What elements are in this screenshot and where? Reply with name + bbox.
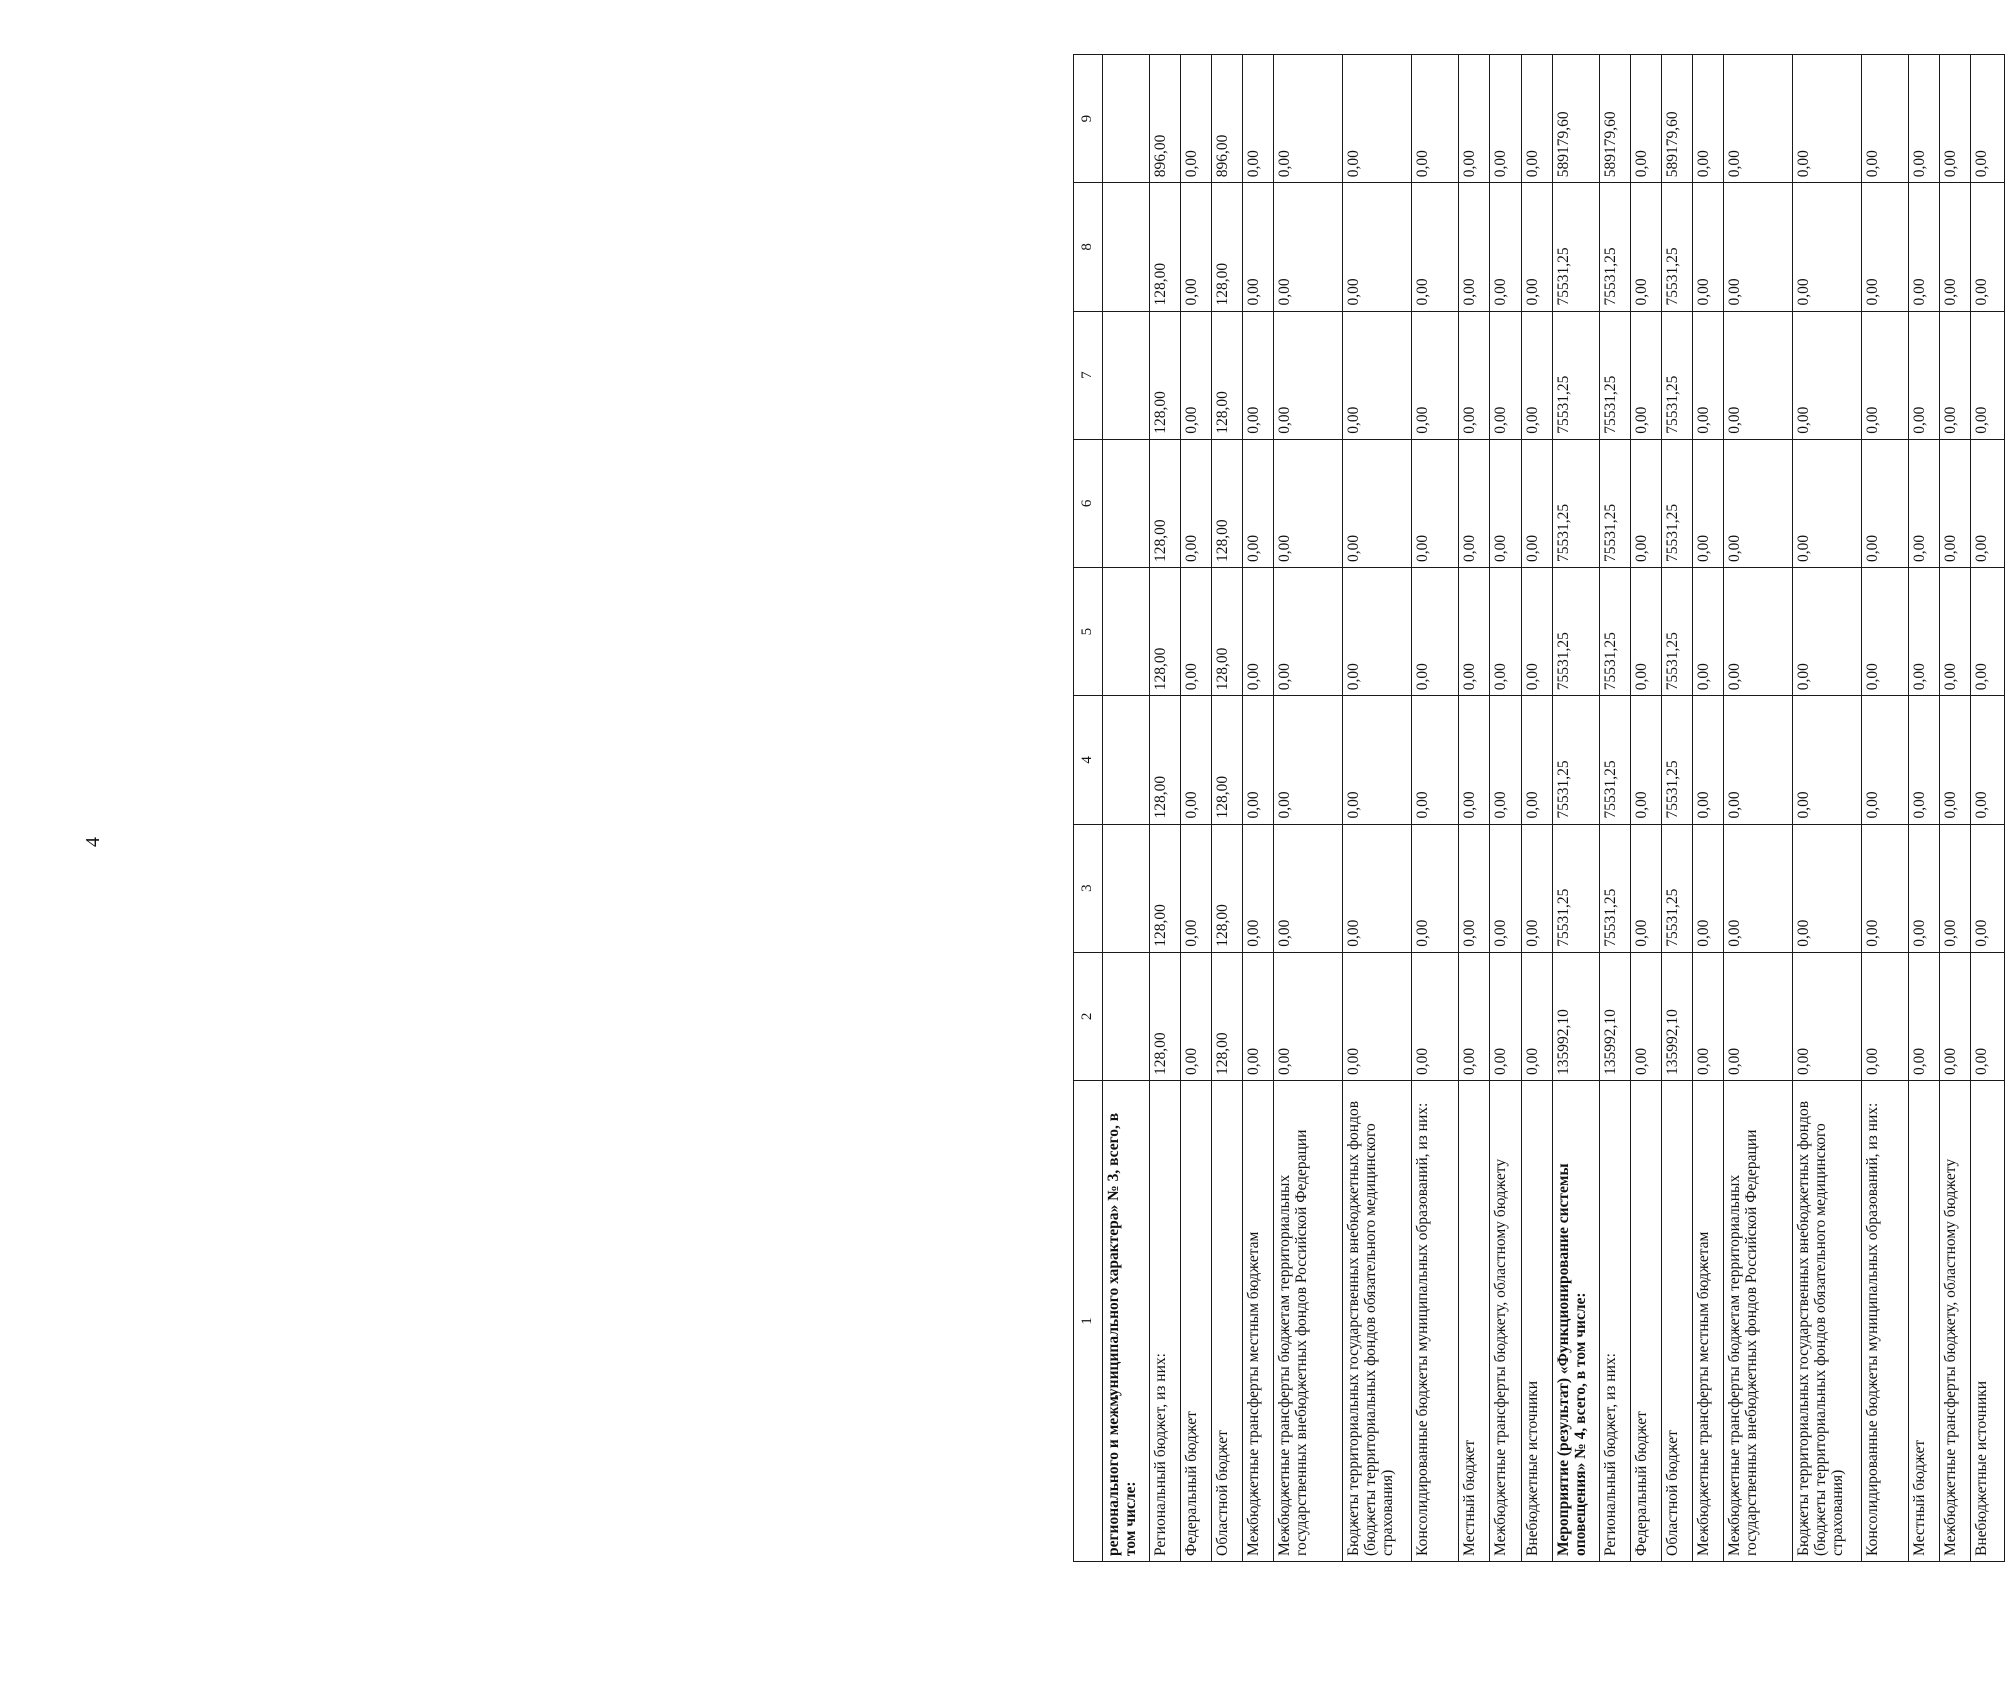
table-row [1630,55,1661,1562]
column-header-3: 3 [1074,824,1103,952]
cell-col-4: 0,00 [1724,696,1793,824]
cell-col-4: 0,00 [1243,696,1274,824]
cell-col-5 [1102,568,1149,696]
cell-col-7: 75531,25 [1661,311,1692,439]
row-label: Внебюджетные источники [1521,1081,1552,1562]
row-label: Бюджеты территориальных государственных внебюджетных фондов (бюджеты территориальных фондов обязательного медицинского страхования) [1793,1081,1862,1562]
cell-col-7: 0,00 [1793,311,1862,439]
cell-col-8: 0,00 [1793,183,1862,311]
cell-col-4: 0,00 [1940,696,1971,824]
cell-col-4: 0,00 [1521,696,1552,824]
row-label: Региональный бюджет, из них: [1599,1081,1630,1562]
cell-col-2: 0,00 [1274,952,1343,1080]
cell-col-5: 0,00 [1909,568,1940,696]
row-label: Федеральный бюджет [1630,1081,1661,1562]
cell-col-6: 0,00 [1343,439,1412,567]
cell-col-3: 128,00 [1212,824,1243,952]
cell-col-4: 75531,25 [1661,696,1692,824]
cell-col-2: 0,00 [1412,952,1459,1080]
cell-col-6: 75531,25 [1552,439,1599,567]
table-row [1940,55,1971,1562]
row-label: Областной бюджет [1661,1081,1692,1562]
cell-col-4: 128,00 [1149,696,1180,824]
cell-col-3: 0,00 [1630,824,1661,952]
column-header-7: 7 [1074,311,1103,439]
table-row [1149,55,1180,1562]
cell-col-7: 0,00 [1459,311,1490,439]
cell-col-9: 896,00 [1149,55,1180,183]
cell-col-2: 0,00 [1343,952,1412,1080]
cell-col-9: 0,00 [1243,55,1274,183]
table-row [1971,55,2005,1562]
cell-col-2: 0,00 [1630,952,1661,1080]
budget-table-body [1074,55,2005,1562]
cell-col-7: 0,00 [1724,311,1793,439]
cell-col-9: 0,00 [1412,55,1459,183]
cell-col-7: 0,00 [1274,311,1343,439]
cell-col-9: 0,00 [1490,55,1521,183]
cell-col-7: 0,00 [1630,311,1661,439]
cell-col-8: 0,00 [1243,183,1274,311]
cell-col-3: 75531,25 [1599,824,1630,952]
table-row [1180,55,1211,1562]
cell-col-9: 0,00 [1180,55,1211,183]
cell-col-4: 0,00 [1490,696,1521,824]
cell-col-8: 128,00 [1212,183,1243,311]
cell-col-5: 0,00 [1971,568,2005,696]
row-label: Консолидированные бюджеты муниципальных образований, из них: [1412,1081,1459,1562]
cell-col-3: 0,00 [1971,824,2005,952]
cell-col-2: 135992,10 [1661,952,1692,1080]
cell-col-9: 0,00 [1459,55,1490,183]
cell-col-3: 75531,25 [1552,824,1599,952]
table-row [1212,55,1243,1562]
cell-col-2: 0,00 [1909,952,1940,1080]
cell-col-8: 0,00 [1180,183,1211,311]
cell-col-3: 0,00 [1724,824,1793,952]
table-row [1243,55,1274,1562]
cell-col-3: 0,00 [1793,824,1862,952]
cell-col-7: 0,00 [1940,311,1971,439]
cell-col-7: 75531,25 [1552,311,1599,439]
cell-col-9: 0,00 [1343,55,1412,183]
page-number: 4 [82,837,104,847]
row-label: Региональный бюджет, из них: [1149,1081,1180,1562]
cell-col-6: 0,00 [1243,439,1274,567]
cell-col-8: 0,00 [1693,183,1724,311]
cell-col-4: 75531,25 [1599,696,1630,824]
cell-col-6: 0,00 [1724,439,1793,567]
cell-col-5: 0,00 [1343,568,1412,696]
cell-col-8: 0,00 [1412,183,1459,311]
cell-col-3 [1102,824,1149,952]
column-header-1: 1 [1074,1081,1103,1562]
cell-col-5: 0,00 [1630,568,1661,696]
cell-col-6: 0,00 [1180,439,1211,567]
cell-col-3: 0,00 [1243,824,1274,952]
table-row [1793,55,1862,1562]
cell-col-5: 75531,25 [1661,568,1692,696]
cell-col-2: 0,00 [1459,952,1490,1080]
cell-col-6: 0,00 [1940,439,1971,567]
column-header-6: 6 [1074,439,1103,567]
cell-col-7: 0,00 [1693,311,1724,439]
cell-col-5: 0,00 [1793,568,1862,696]
cell-col-9 [1102,55,1149,183]
table-row [1552,55,1599,1562]
cell-col-8: 0,00 [1521,183,1552,311]
table-row [1661,55,1692,1562]
cell-col-5: 0,00 [1274,568,1343,696]
cell-col-4: 128,00 [1212,696,1243,824]
table-row [1490,55,1521,1562]
table-row [1599,55,1630,1562]
cell-col-9: 589179,60 [1552,55,1599,183]
cell-col-9: 0,00 [1909,55,1940,183]
cell-col-9: 0,00 [1724,55,1793,183]
table-row [1412,55,1459,1562]
cell-col-6: 0,00 [1274,439,1343,567]
cell-col-7: 0,00 [1243,311,1274,439]
cell-col-8: 0,00 [1459,183,1490,311]
cell-col-9: 0,00 [1793,55,1862,183]
cell-col-3: 0,00 [1490,824,1521,952]
cell-col-3: 0,00 [1412,824,1459,952]
cell-col-3: 0,00 [1459,824,1490,952]
cell-col-2: 0,00 [1862,952,1909,1080]
cell-col-2: 0,00 [1521,952,1552,1080]
cell-col-4: 0,00 [1693,696,1724,824]
cell-col-7: 128,00 [1212,311,1243,439]
cell-col-8: 0,00 [1909,183,1940,311]
row-label: Консолидированные бюджеты муниципальных образований, из них: [1862,1081,1909,1562]
cell-col-2: 0,00 [1940,952,1971,1080]
cell-col-4: 75531,25 [1552,696,1599,824]
cell-col-5: 0,00 [1521,568,1552,696]
cell-col-5: 0,00 [1459,568,1490,696]
table-row [1909,55,1940,1562]
cell-col-9: 0,00 [1274,55,1343,183]
cell-col-8: 0,00 [1490,183,1521,311]
row-label: Межбюджетные трансферты бюджету, областному бюджету [1490,1081,1521,1562]
cell-col-2: 0,00 [1243,952,1274,1080]
cell-col-6: 128,00 [1212,439,1243,567]
cell-col-6: 0,00 [1490,439,1521,567]
column-header-9: 9 [1074,55,1103,183]
cell-col-9: 0,00 [1971,55,2005,183]
cell-col-7: 0,00 [1343,311,1412,439]
cell-col-7: 0,00 [1862,311,1909,439]
row-label: Межбюджетные трансферты местным бюджетам [1243,1081,1274,1562]
cell-col-2: 0,00 [1724,952,1793,1080]
cell-col-3: 0,00 [1521,824,1552,952]
cell-col-5: 0,00 [1180,568,1211,696]
cell-col-4 [1102,696,1149,824]
cell-col-6: 0,00 [1412,439,1459,567]
cell-col-6: 0,00 [1971,439,2005,567]
cell-col-3: 128,00 [1149,824,1180,952]
cell-col-2: 0,00 [1793,952,1862,1080]
cell-col-4: 0,00 [1630,696,1661,824]
cell-col-5: 0,00 [1940,568,1971,696]
cell-col-8: 75531,25 [1661,183,1692,311]
table-row [1274,55,1343,1562]
cell-col-7: 0,00 [1971,311,2005,439]
column-header-2: 2 [1074,952,1103,1080]
row-label: Бюджеты территориальных государственных внебюджетных фондов (бюджеты территориальных фондов обязательного медицинского страхования) [1343,1081,1412,1562]
cell-col-9: 896,00 [1212,55,1243,183]
cell-col-7: 75531,25 [1599,311,1630,439]
table-row [1724,55,1793,1562]
cell-col-4: 0,00 [1412,696,1459,824]
cell-col-5: 75531,25 [1599,568,1630,696]
cell-col-8: 0,00 [1862,183,1909,311]
cell-col-6 [1102,439,1149,567]
row-label: Областной бюджет [1212,1081,1243,1562]
cell-col-9: 0,00 [1630,55,1661,183]
cell-col-7: 0,00 [1490,311,1521,439]
budget-table [1073,54,2005,1562]
cell-col-5: 128,00 [1149,568,1180,696]
cell-col-6: 0,00 [1521,439,1552,567]
cell-col-6: 0,00 [1630,439,1661,567]
row-label: Межбюджетные трансферты бюджетам территориальных государственных внебюджетных фондов Российской Федерации [1274,1081,1343,1562]
row-label: Межбюджетные трансферты бюджетам территориальных государственных внебюджетных фондов Российской Федерации [1724,1081,1793,1562]
cell-col-8 [1102,183,1149,311]
cell-col-7 [1102,311,1149,439]
cell-col-8: 128,00 [1149,183,1180,311]
cell-col-4: 0,00 [1274,696,1343,824]
cell-col-7: 0,00 [1521,311,1552,439]
table-row [1343,55,1412,1562]
cell-col-2: 0,00 [1971,952,2005,1080]
cell-col-4: 0,00 [1909,696,1940,824]
cell-col-5: 0,00 [1724,568,1793,696]
cell-col-9: 589179,60 [1661,55,1692,183]
cell-col-3: 75531,25 [1661,824,1692,952]
cell-col-3: 0,00 [1909,824,1940,952]
row-label: Федеральный бюджет [1180,1081,1211,1562]
row-label: Мероприятие (результат) «Функционирование системы оповещения» № 4, всего, в том числе: [1552,1081,1599,1562]
cell-col-2: 128,00 [1149,952,1180,1080]
cell-col-7: 0,00 [1412,311,1459,439]
cell-col-5: 0,00 [1490,568,1521,696]
table-row [1102,55,1149,1562]
cell-col-6: 0,00 [1793,439,1862,567]
row-label: регионального и межмуниципального характера» № 3, всего, в том числе: [1102,1081,1149,1562]
cell-col-7: 128,00 [1149,311,1180,439]
cell-col-8: 0,00 [1343,183,1412,311]
cell-col-3: 0,00 [1693,824,1724,952]
cell-col-5: 0,00 [1243,568,1274,696]
cell-col-6: 75531,25 [1661,439,1692,567]
cell-col-7: 0,00 [1909,311,1940,439]
cell-col-2: 128,00 [1212,952,1243,1080]
cell-col-9: 589179,60 [1599,55,1630,183]
rotated-budget-table-sheet [1073,54,2005,1562]
cell-col-2: 0,00 [1180,952,1211,1080]
cell-col-6: 128,00 [1149,439,1180,567]
cell-col-2: 0,00 [1693,952,1724,1080]
cell-col-8: 75531,25 [1552,183,1599,311]
cell-col-8: 75531,25 [1599,183,1630,311]
cell-col-3: 0,00 [1180,824,1211,952]
table-row [1521,55,1552,1562]
cell-col-8: 0,00 [1274,183,1343,311]
cell-col-2 [1102,952,1149,1080]
cell-col-8: 0,00 [1940,183,1971,311]
cell-col-5: 128,00 [1212,568,1243,696]
cell-col-4: 0,00 [1343,696,1412,824]
cell-col-7: 0,00 [1180,311,1211,439]
cell-col-2: 135992,10 [1552,952,1599,1080]
cell-col-4: 0,00 [1793,696,1862,824]
cell-col-5: 0,00 [1412,568,1459,696]
cell-col-4: 0,00 [1971,696,2005,824]
cell-col-2: 0,00 [1490,952,1521,1080]
table-row [1693,55,1724,1562]
cell-col-5: 0,00 [1862,568,1909,696]
row-label: Местный бюджет [1459,1081,1490,1562]
cell-col-8: 0,00 [1971,183,2005,311]
cell-col-8: 0,00 [1630,183,1661,311]
cell-col-9: 0,00 [1940,55,1971,183]
cell-col-5: 0,00 [1693,568,1724,696]
cell-col-9: 0,00 [1862,55,1909,183]
cell-col-4: 0,00 [1180,696,1211,824]
cell-col-3: 0,00 [1940,824,1971,952]
cell-col-9: 0,00 [1521,55,1552,183]
cell-col-4: 0,00 [1459,696,1490,824]
cell-col-9: 0,00 [1693,55,1724,183]
cell-col-6: 0,00 [1693,439,1724,567]
cell-col-8: 0,00 [1724,183,1793,311]
cell-col-4: 0,00 [1862,696,1909,824]
cell-col-3: 0,00 [1274,824,1343,952]
cell-col-6: 0,00 [1459,439,1490,567]
cell-col-3: 0,00 [1343,824,1412,952]
cell-col-6: 0,00 [1862,439,1909,567]
cell-col-6: 75531,25 [1599,439,1630,567]
row-label: Местный бюджет [1909,1081,1940,1562]
column-header-4: 4 [1074,696,1103,824]
cell-col-3: 0,00 [1862,824,1909,952]
row-label: Межбюджетные трансферты бюджету, областному бюджету [1940,1081,1971,1562]
column-number-header-row [1074,55,1103,1562]
cell-col-5: 75531,25 [1552,568,1599,696]
column-header-5: 5 [1074,568,1103,696]
cell-col-2: 135992,10 [1599,952,1630,1080]
table-row [1862,55,1909,1562]
column-header-8: 8 [1074,183,1103,311]
table-row [1459,55,1490,1562]
row-label: Межбюджетные трансферты местным бюджетам [1693,1081,1724,1562]
row-label: Внебюджетные источники [1971,1081,2005,1562]
cell-col-6: 0,00 [1909,439,1940,567]
